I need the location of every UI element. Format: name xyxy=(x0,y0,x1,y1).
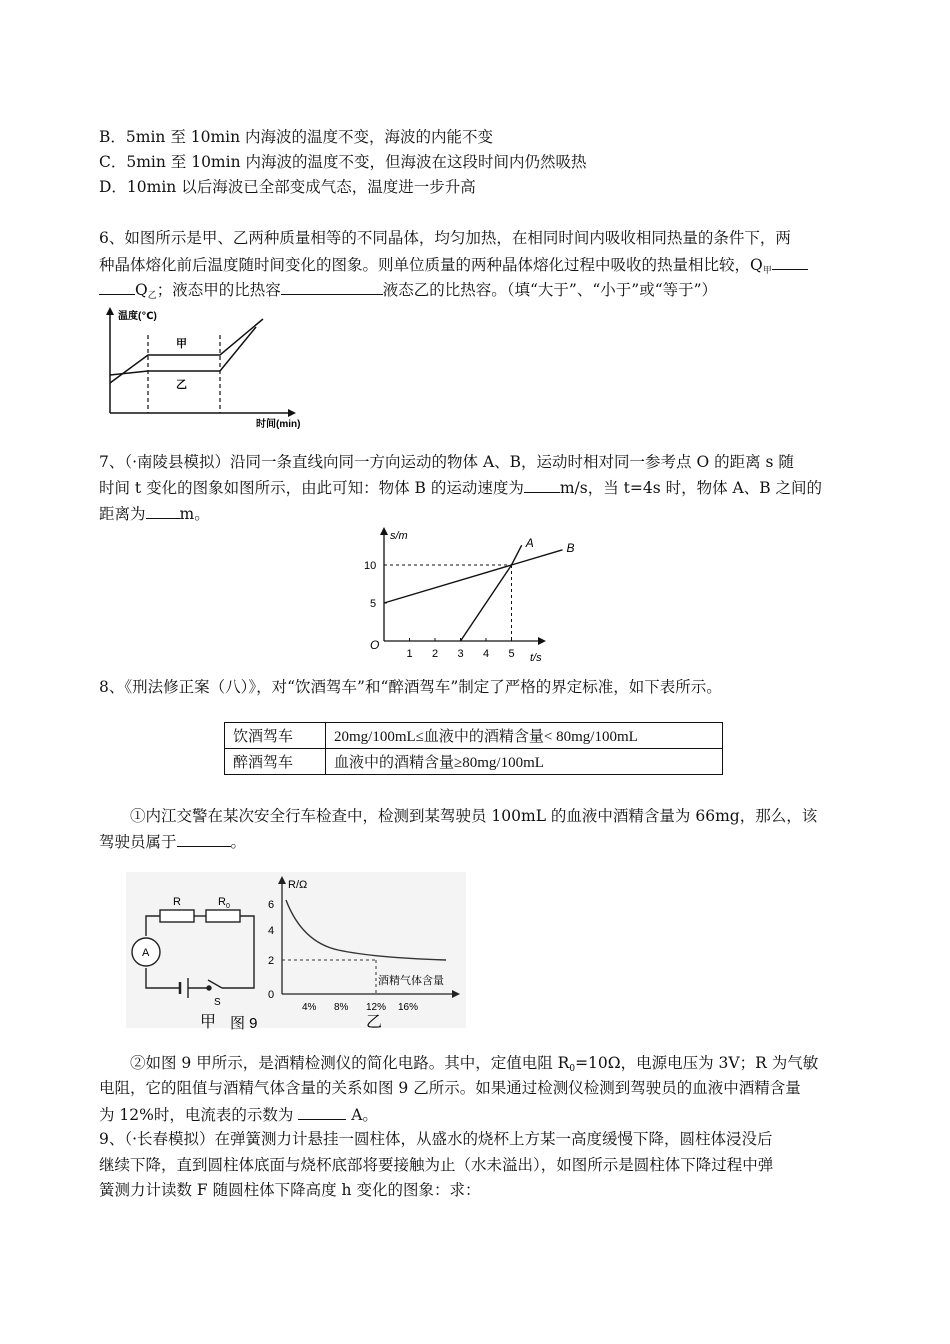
svg-text:酒精气体含量: 酒精气体含量 xyxy=(378,975,444,987)
q7-text-line2: 时间 t 变化的图象如图所示，由此可知：物体 B 的运动速度为 m/s，当 t=4s 时，物体 A、B 之间的 xyxy=(99,479,823,497)
series-label-a: A xyxy=(525,536,534,551)
q9-text-line1: 9、（·长春模拟）在弹簧测力计悬挂一圆柱体，从盛水的烧杯上方某一高度缓慢下降，圆柱体浸没后 xyxy=(99,1130,773,1148)
q6-label-jia: 甲 xyxy=(176,338,187,350)
q6-graph-ylabel: 温度(℃) xyxy=(118,311,157,322)
svg-text:0: 0 xyxy=(268,989,275,1001)
q8-sub1-line1: ①内江交警在某次安全行车检查中，检测到某驾驶员 100mL 的血液中酒精含量为 66mg，那么，该 xyxy=(130,807,818,825)
svg-text:4: 4 xyxy=(268,925,275,937)
q6-temperature-graph xyxy=(98,305,318,435)
table-row xyxy=(225,723,723,749)
figure-label-jia: 甲 xyxy=(200,1014,217,1031)
q7-text-line1: 7、（·南陵县模拟）沿同一条直线向同一方向运动的物体 A、B，运动时相对同一参考点 O 的距离 s 随 xyxy=(99,453,794,471)
q8-figure-9 xyxy=(126,872,466,1032)
q8-criteria-table xyxy=(224,722,723,775)
q7-st-graph xyxy=(360,525,600,667)
circuit-label-r0: $R_0$ xyxy=(218,896,230,910)
series-label-b: B xyxy=(566,540,575,555)
q6-text-line1: 6、如图所示是甲、乙两种质量相等的不同晶体，均匀加热，在相同时间内吸收相同热量的条件下，两 xyxy=(99,229,791,247)
x-tick-label: 5 xyxy=(508,648,515,660)
table-cell: 醉酒驾车 xyxy=(225,749,326,775)
q5-option-b: B．5min 至 10min 内海波的温度不变，海波的内能不变 xyxy=(99,128,494,146)
resistor-r xyxy=(160,910,194,922)
y-tick-label: 5 xyxy=(370,598,377,610)
q5-option-d: D．10min 以后海波已全部变成气态，温度进一步升高 xyxy=(99,178,476,196)
series-line-a xyxy=(461,545,522,641)
q8-sub1-line2: 驾驶员属于 。 xyxy=(99,833,247,851)
q6-blank-2[interactable] xyxy=(281,279,383,295)
q7-graph-origin: O xyxy=(370,638,380,652)
x-tick-label: 4 xyxy=(483,648,490,660)
figure-caption: 图 9 xyxy=(230,1015,258,1032)
q8-blank-category[interactable] xyxy=(177,831,231,847)
figure-label-yi: 乙 xyxy=(366,1014,383,1031)
table-row xyxy=(225,749,723,775)
q8-text-line1: 8、《刑法修正案（八）》，对“饮酒驾车”和“醉酒驾车”制定了严格的界定标准，如下表所示。 xyxy=(99,678,722,696)
q6-curve-jia xyxy=(110,319,263,383)
q8-blank-current[interactable] xyxy=(298,1104,346,1120)
circuit-label-switch: S xyxy=(214,997,221,1008)
svg-text:4%: 4% xyxy=(302,1002,317,1013)
q6-graph-xlabel: 时间(min) xyxy=(256,419,301,430)
svg-text:2: 2 xyxy=(268,955,275,967)
table-cell: 血液中的酒精含量≥80mg/100mL xyxy=(326,749,723,775)
svg-text:16%: 16% xyxy=(398,1002,419,1013)
q7-graph-xlabel: t/s xyxy=(530,652,542,664)
circuit-label-ammeter: A xyxy=(142,947,150,959)
resistor-r0 xyxy=(206,910,240,922)
q8-sub2-line1: ②如图 9 甲所示，是酒精检测仪的简化电路。其中，定值电阻 $R_0=10\Omega$，电源电压为 3V；R 为气敏 xyxy=(130,1054,819,1074)
x-tick-label: 1 xyxy=(406,648,413,660)
series-line-b xyxy=(384,550,563,603)
svg-text:R/Ω: R/Ω xyxy=(288,879,308,891)
svg-text:12%: 12% xyxy=(366,1002,387,1013)
table-cell: 20mg/100mL≤血液中的酒精含量< 80mg/100mL xyxy=(326,723,723,749)
q6-text-line3: $Q_乙$；液态甲的比热容 液态乙的比热容。（填“大于”、“小于”或“等于”） xyxy=(99,279,717,303)
q7-blank-distance[interactable] xyxy=(146,503,180,519)
q7-blank-speed[interactable] xyxy=(524,477,560,493)
svg-text:6: 6 xyxy=(268,899,275,911)
q6-blank-1b[interactable] xyxy=(99,279,135,295)
q9-text-line3: 簧测力计读数 F 随圆柱体下降高度 h 变化的图象：求： xyxy=(99,1181,481,1199)
q6-label-yi: 乙 xyxy=(176,379,187,391)
q8-sub2-line3: 为 12%时，电流表的示数为 A。 xyxy=(99,1106,378,1124)
q5-option-c: C．5min 至 10min 内海波的温度不变，但海波在这段时间内仍然吸热 xyxy=(99,153,587,171)
x-tick-label: 3 xyxy=(457,648,464,660)
q9-text-line2: 继续下降，直到圆柱体底面与烧杯底部将要接触为止（水未溢出），如图所示是圆柱体下降过程中弹 xyxy=(99,1156,774,1174)
q8-sub2-line2: 电阻，它的阻值与酒精气体含量的关系如图 9 乙所示。如果通过检测仪检测到驾驶员的血液中酒精含量 xyxy=(99,1079,801,1097)
q6-text-line2: 种晶体熔化前后温度随时间变化的图象。则单位质量的两种晶体熔化过程中吸收的热量相比较，$Q_甲$ xyxy=(99,254,808,278)
x-tick-label: 2 xyxy=(432,648,439,660)
q7-text-line3: 距离为 m。 xyxy=(99,505,210,523)
circuit-label-r: R xyxy=(173,896,181,908)
svg-text:8%: 8% xyxy=(334,1002,349,1013)
q7-graph-ylabel: s/m xyxy=(390,530,408,542)
q6-blank-1a[interactable] xyxy=(772,254,808,270)
table-cell: 饮酒驾车 xyxy=(225,723,326,749)
q6-curve-yi xyxy=(110,327,256,375)
y-tick-label: 10 xyxy=(364,560,377,572)
